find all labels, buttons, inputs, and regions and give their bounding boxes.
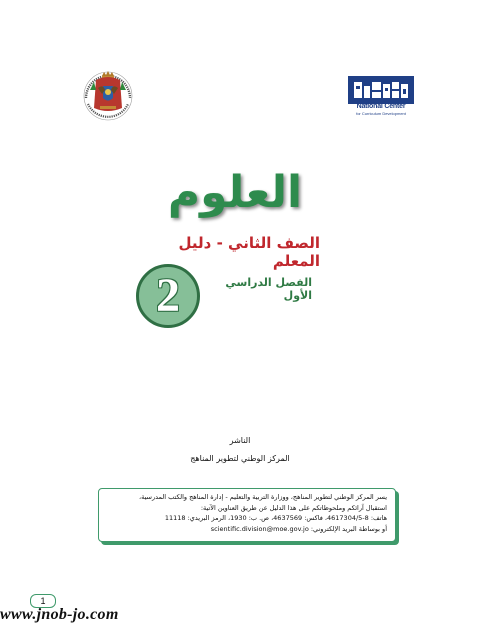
logo-caption-line2: for Curriculum Development (356, 111, 406, 116)
contact-phone-line: هاتف: 8-4617304/5، فاكس: 4637569، ص. ب: 1930، الرمز البريدي: 11118 (164, 514, 387, 522)
contact-line: استقبال آرائكم وملحوظاتكم على هذا الدليل عن طريق العناوين الآتية: (200, 503, 387, 512)
grade-number: 2 (156, 269, 180, 322)
logo-caption-line1: National Center (356, 103, 406, 110)
contact-line: يسر المركز الوطني لتطوير المناهج، ووزارة التربية والتعليم - إدارة المناهج والكتب المدرسية، (139, 493, 387, 501)
grade-badge (136, 264, 200, 328)
publisher-label: الناشر (229, 436, 251, 445)
book-title: العلوم (167, 167, 303, 218)
semester-label: الفصل الدراسي الأول (225, 276, 312, 302)
ncd-logo-icon (348, 76, 414, 116)
page-number: 1 (30, 594, 56, 608)
grade-subtitle: الصف الثاني - دليل المعلم (178, 234, 320, 270)
contact-box (98, 488, 396, 542)
jordan-crest-icon (76, 68, 140, 124)
site-watermark: www.jnob-jo.com (0, 606, 119, 623)
publisher-name: المركز الوطني لتطوير المناهج (190, 454, 290, 463)
contact-email-line: أو بوساطة البريد الإلكتروني: scientific.division@moe.gov.jo (210, 524, 387, 533)
ncd-logo-box (348, 76, 414, 104)
